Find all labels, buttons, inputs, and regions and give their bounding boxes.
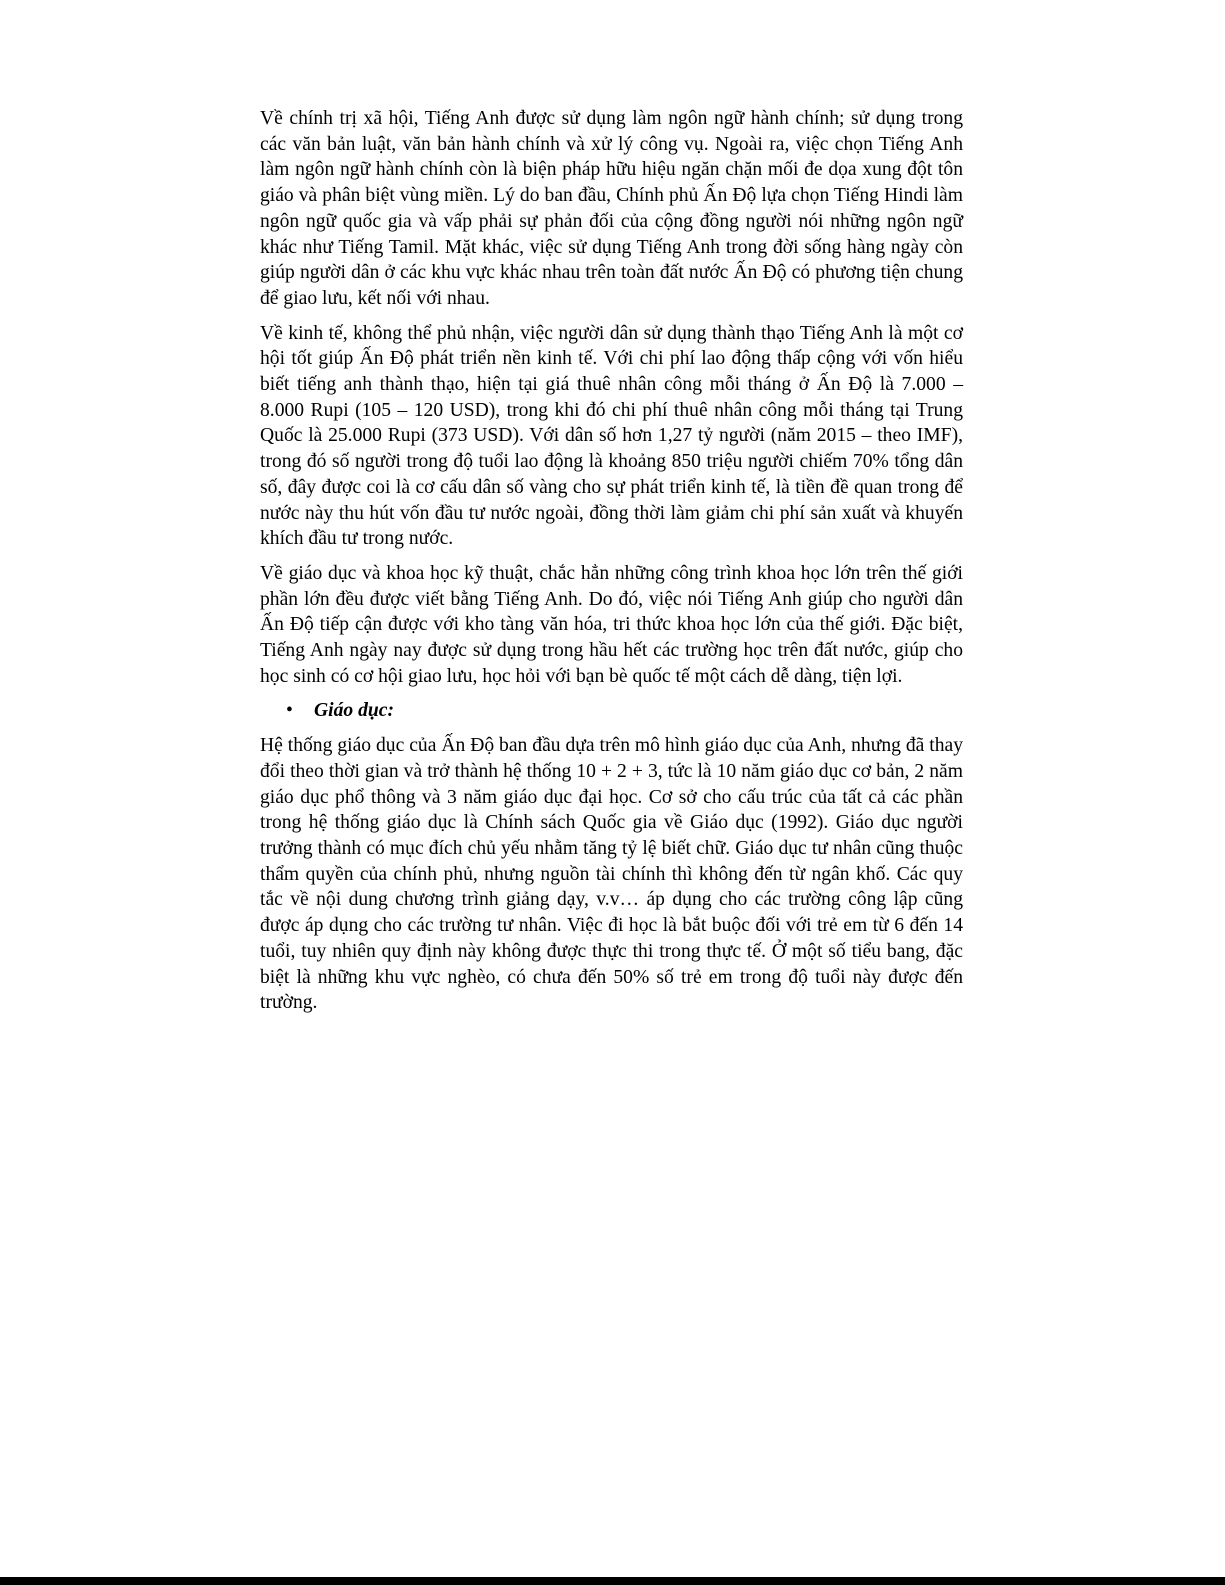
bullet-icon: •: [286, 700, 293, 722]
bullet-heading-text: Giáo dục:: [314, 700, 395, 722]
document-body: [260, 106, 963, 1025]
bullet-heading-education: [260, 698, 963, 724]
bottom-border: [0, 1577, 1225, 1585]
paragraph-economy: Về kinh tế, không thể phủ nhận, việc người dân sử dụng thành thạo Tiếng Anh là một cơ hội tốt giúp Ấn Độ phát triển nền kinh tế. Với chi phí lao động thấp cộng với vốn hiểu biết tiếng anh thành thạo, hiện tại giá thuê nhân công mỗi tháng ở Ấn Độ là 7.000 – 8.000 Rupi (105 – 120 USD), trong khi đó chi phí thuê nhân công mỗi tháng tại Trung Quốc là 25.000 Rupi (373 USD). Với dân số hơn 1,27 tỷ người (năm 2015 – theo IMF), trong đó số người trong độ tuổi lao động là khoảng 850 triệu người chiếm 70% tổng dân số, đây được coi là cơ cấu dân số vàng cho sự phát triển kinh tế, là tiền đề quan trong để nước này thu hút vốn đầu tư nước ngoài, đồng thời làm giảm chi phí sản xuất và khuyến khích đầu tư trong nước.: [260, 322, 963, 550]
paragraph-education-system: Hệ thống giáo dục của Ấn Độ ban đầu dựa trên mô hình giáo dục của Anh, nhưng đã thay đổi theo thời gian và trở thành hệ thống 10 + 2 + 3, tức là 10 năm giáo dục cơ bản, 2 năm giáo dục phổ thông và 3 năm giáo dục đại học. Cơ sở cho cấu trúc của tất cả các phần trong hệ thống giáo dục là Chính sách Quốc gia về Giáo dục (1992). Giáo dục người trưởng thành có mục đích chủ yếu nhằm tăng tỷ lệ biết chữ. Giáo dục tư nhân cũng thuộc thẩm quyền của chính phủ, nhưng nguồn tài chính thì không đến từ ngân khố. Các quy tắc về nội dung chương trình giảng dạy, v.v… áp dụng cho các trường công lập cũng được áp dụng cho các trường tư nhân. Việc đi học là bắt buộc đối với trẻ em từ 6 đến 14 tuổi, tuy nhiên quy định này không được thực thi trong thực tế. Ở một số tiểu bang, đặc biệt là những khu vực nghèo, có chưa đến 50% số trẻ em trong độ tuổi này được đến trường.: [260, 735, 963, 1014]
paragraph-education-science: Về giáo dục và khoa học kỹ thuật, chắc hẳn những công trình khoa học lớn trên thế giới phần lớn đều được viết bằng Tiếng Anh. Do đó, việc nói Tiếng Anh giúp cho người dân Ấn Độ tiếp cận được với kho tàng văn hóa, tri thức khoa học lớn của thế giới. Đặc biệt, Tiếng Anh ngày nay được sử dụng trong hầu hết các trường học trên đất nước, giúp cho học sinh có cơ hội giao lưu, học hỏi với bạn bè quốc tế một cách dễ dàng, tiện lợi.: [260, 562, 963, 687]
paragraph-politics-society: Về chính trị xã hội, Tiếng Anh được sử dụng làm ngôn ngữ hành chính; sử dụng trong các văn bản luật, văn bản hành chính và xử lý công vụ. Ngoài ra, việc chọn Tiếng Anh làm ngôn ngữ hành chính còn là biện pháp hữu hiệu ngăn chặn mối đe dọa xung đột tôn giáo và phân biệt vùng miền. Lý do ban đầu, Chính phủ Ấn Độ lựa chọn Tiếng Hindi làm ngôn ngữ quốc gia và vấp phải sự phản đối của cộng đồng người nói những ngôn ngữ khác như Tiếng Tamil. Mặt khác, việc sử dụng Tiếng Anh trong đời sống hàng ngày còn giúp người dân ở các khu vực khác nhau trên toàn đất nước Ấn Độ có phương tiện chung để giao lưu, kết nối với nhau.: [260, 108, 963, 309]
